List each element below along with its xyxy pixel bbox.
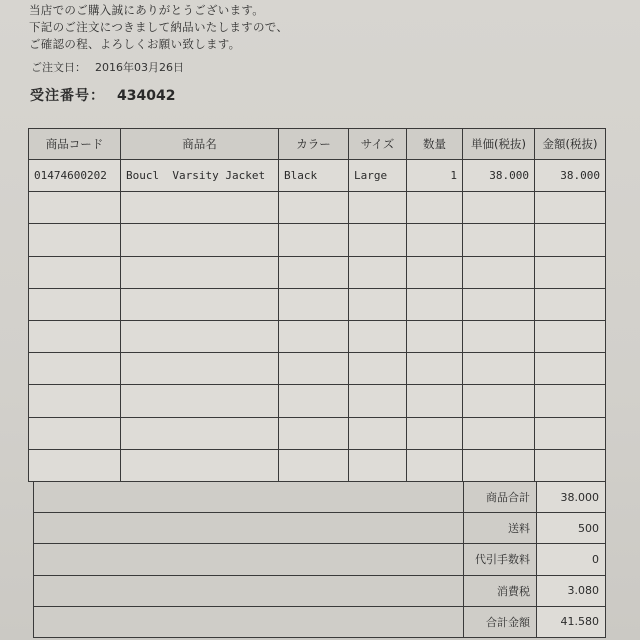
empty-cell [535, 353, 606, 385]
empty-cell [463, 320, 535, 352]
summary-spacer [34, 606, 464, 637]
header-product-name: 商品名 [121, 129, 279, 160]
header-product-code: 商品コード [29, 129, 121, 160]
empty-cell [29, 256, 121, 288]
empty-cell [463, 192, 535, 224]
shipping-value: 500 [537, 513, 606, 544]
empty-cell [407, 256, 463, 288]
empty-cell [349, 417, 407, 449]
empty-cell [535, 417, 606, 449]
empty-cell [279, 320, 349, 352]
greeting-line-3: ご確認の程、よろしくお願い致します。 [29, 37, 241, 51]
empty-cell [121, 385, 279, 417]
empty-cell [407, 353, 463, 385]
empty-cell [463, 385, 535, 417]
empty-cell [121, 353, 279, 385]
empty-cell [279, 385, 349, 417]
summary-spacer [34, 575, 464, 606]
empty-cell [349, 320, 407, 352]
empty-table-row [29, 224, 606, 256]
empty-cell [407, 449, 463, 481]
cell-amount: 38.000 [535, 160, 606, 192]
header-unit-price: 単価(税抜) [463, 129, 535, 160]
empty-cell [279, 192, 349, 224]
summary-row-shipping [34, 513, 606, 544]
empty-cell [29, 385, 121, 417]
empty-cell [29, 192, 121, 224]
empty-cell [535, 256, 606, 288]
header-quantity: 数量 [407, 129, 463, 160]
cell-color: Black [279, 160, 349, 192]
empty-cell [279, 353, 349, 385]
tax-value: 3.080 [537, 575, 606, 606]
order-number [30, 85, 175, 105]
summary-table [33, 481, 606, 638]
cod-fee-label: 代引手数料 [464, 544, 537, 575]
summary-row-total [34, 606, 606, 637]
summary-row-tax [34, 575, 606, 606]
empty-cell [463, 449, 535, 481]
summary-row-subtotal [34, 482, 606, 513]
order-date-value: 2016年03月26日 [95, 61, 184, 74]
empty-table-row [29, 449, 606, 481]
empty-table-row [29, 320, 606, 352]
empty-cell [349, 385, 407, 417]
empty-cell [463, 417, 535, 449]
summary-spacer [34, 513, 464, 544]
empty-cell [349, 353, 407, 385]
empty-cell [535, 449, 606, 481]
empty-cell [535, 320, 606, 352]
greeting-line-2: 下記のご注文につきまして納品いたしますので、 [29, 20, 289, 34]
empty-cell [407, 417, 463, 449]
items-table [28, 128, 606, 482]
empty-cell [407, 288, 463, 320]
empty-cell [121, 320, 279, 352]
summary-row-cod-fee [34, 544, 606, 575]
tax-label: 消費税 [464, 575, 537, 606]
empty-cell [29, 417, 121, 449]
empty-table-row [29, 417, 606, 449]
empty-table-row [29, 353, 606, 385]
order-date-label: ご注文日： [31, 61, 86, 74]
empty-cell [407, 224, 463, 256]
empty-cell [407, 192, 463, 224]
empty-cell [121, 192, 279, 224]
empty-cell [463, 256, 535, 288]
empty-cell [463, 353, 535, 385]
cell-unit-price: 38.000 [463, 160, 535, 192]
empty-table-row [29, 385, 606, 417]
subtotal-label: 商品合計 [464, 482, 537, 513]
shipping-label: 送料 [464, 513, 537, 544]
empty-cell [29, 288, 121, 320]
empty-table-row [29, 288, 606, 320]
order-number-label: 受注番号： [30, 88, 105, 104]
subtotal-value: 38.000 [537, 482, 606, 513]
greeting-text [29, 2, 288, 53]
empty-cell [349, 192, 407, 224]
header-color: カラー [279, 129, 349, 160]
empty-cell [29, 353, 121, 385]
order-date [31, 59, 193, 75]
table-header-row [29, 129, 606, 160]
empty-cell [535, 288, 606, 320]
empty-cell [279, 449, 349, 481]
empty-cell [407, 320, 463, 352]
table-row [29, 160, 606, 192]
cod-fee-value: 0 [537, 544, 606, 575]
empty-cell [349, 449, 407, 481]
header-amount: 金額(税抜) [535, 129, 606, 160]
order-number-value: 434042 [117, 88, 176, 104]
empty-cell [463, 224, 535, 256]
empty-cell [535, 385, 606, 417]
empty-cell [279, 224, 349, 256]
empty-cell [349, 256, 407, 288]
cell-product-name: Boucl Varsity Jacket [121, 160, 279, 192]
header-size: サイズ [349, 129, 407, 160]
empty-cell [121, 449, 279, 481]
summary-spacer [34, 482, 464, 513]
cell-product-code: 01474600202 [29, 160, 121, 192]
empty-cell [279, 417, 349, 449]
total-value: 41.580 [537, 606, 606, 637]
empty-cell [121, 224, 279, 256]
empty-cell [407, 385, 463, 417]
empty-table-row [29, 256, 606, 288]
empty-cell [121, 288, 279, 320]
cell-size: Large [349, 160, 407, 192]
empty-cell [349, 288, 407, 320]
empty-cell [29, 320, 121, 352]
empty-cell [29, 449, 121, 481]
empty-cell [279, 288, 349, 320]
empty-cell [535, 192, 606, 224]
empty-cell [121, 256, 279, 288]
empty-cell [535, 224, 606, 256]
empty-table-row [29, 192, 606, 224]
empty-cell [279, 256, 349, 288]
cell-quantity: 1 [407, 160, 463, 192]
greeting-line-1: 当店でのご購入誠にありがとうございます。 [29, 3, 265, 17]
empty-cell [121, 417, 279, 449]
total-label: 合計金額 [464, 606, 537, 637]
empty-cell [463, 288, 535, 320]
summary-spacer [34, 544, 464, 575]
empty-cell [349, 224, 407, 256]
empty-cell [29, 224, 121, 256]
